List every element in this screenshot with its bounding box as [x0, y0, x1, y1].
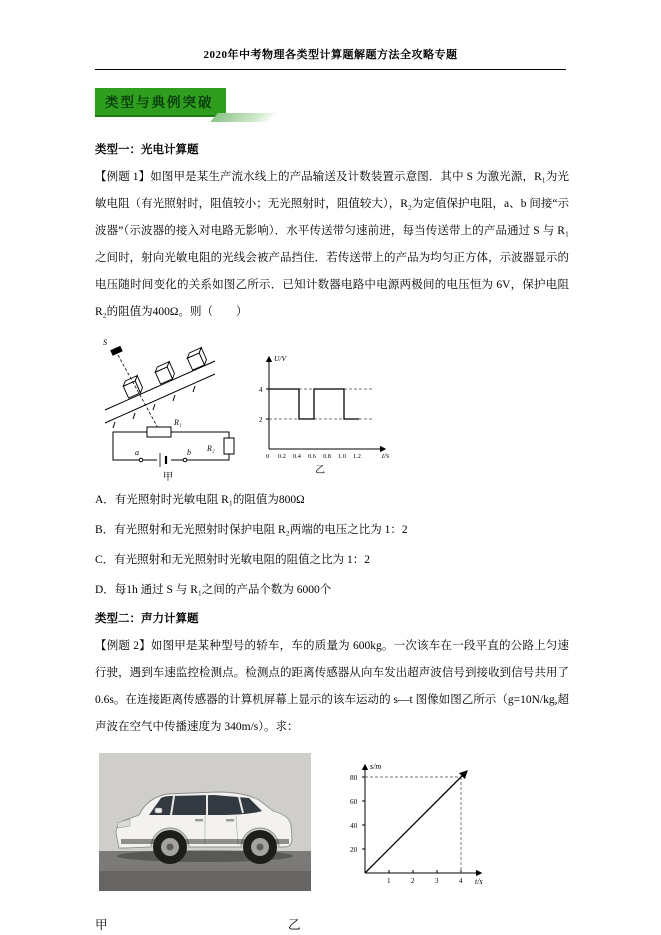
figure1-left-caption: 甲 [163, 472, 173, 482]
x-tick: 1.0 [338, 453, 346, 460]
x-axis-label: t/s [475, 877, 483, 886]
road-dark [99, 871, 311, 891]
car-windows [149, 795, 262, 815]
x-tick: 4 [459, 877, 463, 885]
side-mirror [155, 808, 162, 813]
figure1 [95, 330, 569, 482]
header-rule [95, 69, 566, 70]
figure2 [95, 751, 569, 901]
banner-label: 类型与典例突破 [105, 95, 214, 110]
page-content [95, 88, 569, 935]
x-tick: 3 [435, 877, 439, 885]
x-tick: 1 [387, 877, 391, 885]
circuit [113, 427, 234, 467]
r2-label: R₂ [207, 444, 215, 453]
page-header: 2020年中考物理各类型计算题解题方法全攻略专题 [203, 49, 458, 61]
laser-source [103, 338, 123, 356]
example2-text: 【例题 2】如图甲是某种型号的轿车，车的质量为 600kg。一次该车在一段平直的公路上匀速行驶，遇到车速监控检测点。检测点的距离传感器从向车发出超声波信号到接收到信号共用了 0.6s。在连接距离传感器的计算机屏幕上显示的该车运动的 s—t 图像如图乙所示（g=10N/kg,超声波在空气中传播速度为 340m/s）。求： [95, 640, 569, 733]
figure2-left-caption: 甲 [95, 918, 108, 932]
door-handle-rear [226, 819, 234, 821]
voltage-time-graph [247, 344, 407, 476]
example1-options [95, 490, 569, 601]
gridlines [269, 389, 373, 419]
x-tick: 0.6 [308, 453, 316, 460]
y-tick: 40 [350, 822, 358, 830]
figure2-captions [95, 915, 569, 935]
conveyor-circuit-diagram [101, 332, 247, 482]
terminal-a-label: a [135, 448, 139, 457]
option-b: B．有光照射和无光照射时保护电阻 R₂两端的电压之比为 1：2 [95, 524, 408, 536]
y-axis-label: U/V [274, 354, 287, 363]
section-banner [95, 88, 226, 117]
front-wheel [153, 830, 187, 864]
x-tick: 0 [266, 453, 270, 460]
type1-heading: 类型一：光电计算题 [95, 144, 199, 156]
x-tick: 1.2 [353, 453, 361, 460]
product-cube-3 [186, 348, 208, 370]
product-cube-2 [154, 362, 176, 384]
distance-time-graph [337, 753, 489, 895]
voltage-waveform [269, 389, 359, 419]
type2-heading: 类型二：声力计算题 [95, 613, 199, 625]
figure1-right-caption: 乙 [315, 465, 325, 476]
product-cube-1 [122, 376, 144, 398]
car-photo [99, 753, 311, 891]
laser-beam [118, 355, 158, 428]
axes [362, 765, 481, 873]
figure2-right-caption: 乙 [288, 918, 301, 932]
option-d: D．每1h 通过 S 与 R₁之间的产品个数为 6000个 [95, 584, 332, 596]
option-a: A．有光照射时光敏电阻 R₁的阻值为800Ω [95, 494, 305, 506]
laser-source-label: S [103, 338, 107, 347]
x-tick: 2 [411, 877, 415, 885]
door-handle-front [195, 819, 203, 821]
terminal-b-label: b [187, 448, 191, 457]
x-axis-label: t/s [382, 451, 390, 460]
y-axis-label: s/m [370, 762, 382, 771]
y-tick: 2 [259, 416, 263, 424]
y-tick: 80 [350, 774, 358, 782]
option-c: C．有光照射和无光照射时光敏电阻的阻值之比为 1：2 [95, 554, 371, 566]
y-tick: 4 [259, 386, 263, 394]
y-tick: 60 [350, 798, 358, 806]
axes [266, 357, 385, 449]
rear-wheel [243, 830, 277, 864]
y-tick: 20 [350, 846, 358, 854]
example1-text: 【例题 1】如图甲是某生产流水线上的产品输送及计数装置示意图．其中 S 为激光源，R₁为光敏电阻（有光照射时，阻值较小；无光照射时，阻值较大），R₂为定值保护电阻，a、b 间接“示波器”（示波器的接入对电路无影响）．水平传送带匀速前进，每当传送带上的产品通过 S 与 R₁之间时，射向光敏电阻的光线会被产品挡住．若传送带上的产品为均匀正方体，示波器显示的电压随时间变化的关系如图乙所示．已知计数器电路中电源两极间的电压恒为 6V，保护电阻 R₂的阻值为400Ω。则（ ） [95, 171, 569, 318]
r1-label: R₁ [174, 418, 182, 427]
x-tick: 0.8 [323, 453, 331, 460]
x-tick: 0.4 [293, 453, 301, 460]
motion-line [365, 771, 467, 873]
x-tick: 0.2 [278, 453, 286, 460]
